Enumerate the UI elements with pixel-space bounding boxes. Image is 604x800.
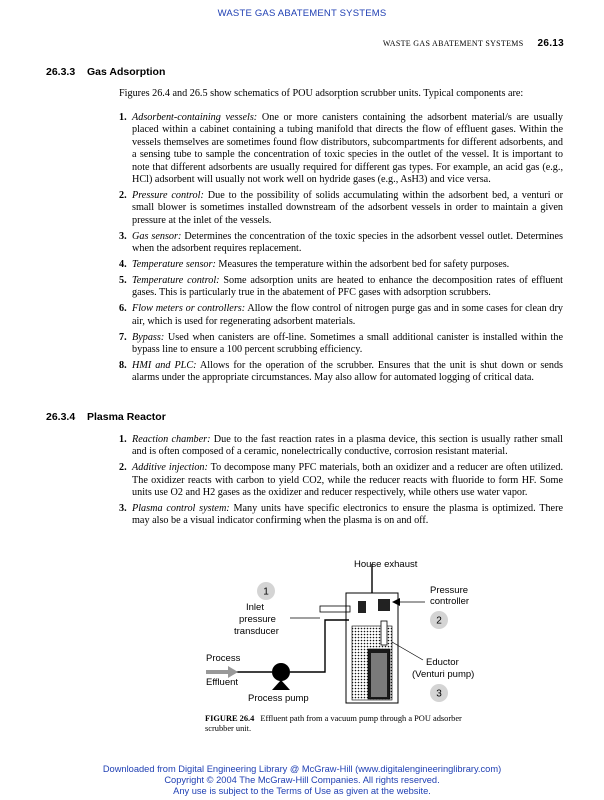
- label-transducer: transducer: [234, 626, 279, 637]
- process-pump: [272, 663, 290, 681]
- eductor-tube: [381, 621, 387, 645]
- list-item: 1. Reaction chamber: Due to the fast reaction rates in a plasma device, this section is usually rather small and is often composed of a ceramic, nonelectrically conductive, corrosion resistant material.: [119, 434, 563, 458]
- list-item: 8. HMI and PLC: Allows for the operation of the scrubber. Ensures that the unit is shut down or sends alarms under the appropriate circumstances. May also allow for automated logging of critical data.: [119, 359, 563, 384]
- top-banner: WASTE GAS ABATEMENT SYSTEMS: [217, 8, 387, 19]
- figure-caption-text: Effluent path from a vacuum pump through a POU adsorber scrubber unit.: [205, 714, 462, 733]
- intro-paragraph: Figures 26.4 and 26.5 show schematics of POU adsorption scrubber units. Typical components are:: [119, 88, 524, 99]
- effluent-pipe: [290, 620, 349, 672]
- label-pressure-transducer-1: pressure: [239, 614, 276, 625]
- label-inlet: Inlet: [246, 602, 264, 613]
- label-eductor: Eductor: [426, 657, 459, 668]
- list-item: 3. Plasma control system: Many units have specific electronics to ensure the plasma is optimized. There may also be a visual indicator confirming when the plasma is on and off.: [119, 503, 563, 527]
- list-item: 4. Temperature sensor: Measures the temperature within the adsorbent bed for safety purposes.: [119, 258, 510, 270]
- section-title: Plasma Reactor: [87, 411, 166, 423]
- label-controller: controller: [430, 596, 470, 607]
- list-item: 1. Adsorbent-containing vessels: One or more canisters containing the adsorbent material/s are usually placed within a cabinet containing a tubing manifold that directs the flow of effluent gases. Within the vessels themselves are sometimes found flow distributors, subcompartments for different adsorbents, and a sensing tube to sample the concentration of toxic species in the outlet of the vessel. It is important to note that different adsorbents are usually required for different gas types. For example, an acid gas (e.g., HCl) adsorbent will usually not work well on hydride gases (e.g., AsH3) and vice versa.: [119, 112, 563, 186]
- footer-download-link[interactable]: Downloaded from Digital Engineering Library @ McGraw-Hill (www.digitalengineeringlibrary.com): [102, 764, 502, 774]
- figure-caption: [205, 714, 485, 734]
- label-venturi-pump: (Venturi pump): [412, 669, 475, 680]
- label-house-exhaust: House exhaust: [354, 559, 418, 570]
- list-item: 2. Pressure control: Due to the possibility of solids accumulating within the adsorbent bed, a venturi or small blower is sometimes installed downstream of the adsorbent vessels in order to maintain a given pressure at the inlet of the vessels.: [119, 189, 563, 226]
- figure-number: FIGURE 26.4: [205, 714, 255, 723]
- list-item: 2. Additive injection: To decompose many PFC materials, both an oxidizer and a reducer are often utilized. The oxidizer reacts with carbon to yield CO2, while the reducer reacts with fluoride to form HF. Some units use O2 and H2 gases as the oxidizer and reducer respectively, while others use water vapor.: [119, 462, 563, 499]
- callout-number-1: 1: [263, 586, 269, 598]
- label-process: Process: [206, 653, 241, 664]
- section-number: 26.3.3: [46, 66, 76, 78]
- section-number: 26.3.4: [46, 411, 76, 423]
- list-item: 3. Gas sensor: Determines the concentration of the toxic species in the adsorbent vessel outlet. Determines when the adsorbent requires replacement.: [119, 230, 563, 255]
- temperature-sensor: [358, 601, 366, 613]
- label-process-pump: Process pump: [248, 693, 309, 704]
- list-item: 5. Temperature control: Some adsorption units are heated to enhance the decomposition rates of effluent gases. This is particularly true in the abatement of PFC gases with adsorption scrubbers.: [119, 274, 563, 299]
- list-item: 7. Bypass: Used when canisters are off-line. Sometimes a small additional canister is installed within the bypass line to ensure a 100 percent scrubbing efficiency.: [119, 331, 563, 355]
- section-title: Gas Adsorption: [87, 66, 166, 78]
- inner-canister-fill: [371, 653, 387, 697]
- label-pressure: Pressure: [430, 585, 469, 596]
- callout-number-3: 3: [436, 688, 442, 700]
- pressure-controller-box: [378, 599, 390, 611]
- footer-terms[interactable]: Any use is subject to the Terms of Use as given at the website.: [173, 786, 431, 796]
- list-item: 6. Flow meters or controllers: Allow the flow control of nitrogen purge gas and in some cases for clean dry air, which is used for regenerating adsorbent materials.: [119, 303, 563, 327]
- footer-copyright: Copyright © 2004 The McGraw-Hill Companies. All rights reserved.: [164, 775, 440, 785]
- running-head-title: WASTE GAS ABATEMENT SYSTEMS: [382, 39, 524, 48]
- label-effluent: Effluent: [206, 677, 239, 688]
- callout-number-2: 2: [436, 615, 442, 627]
- pump-base: [272, 680, 290, 690]
- page-number: 26.13: [537, 38, 564, 49]
